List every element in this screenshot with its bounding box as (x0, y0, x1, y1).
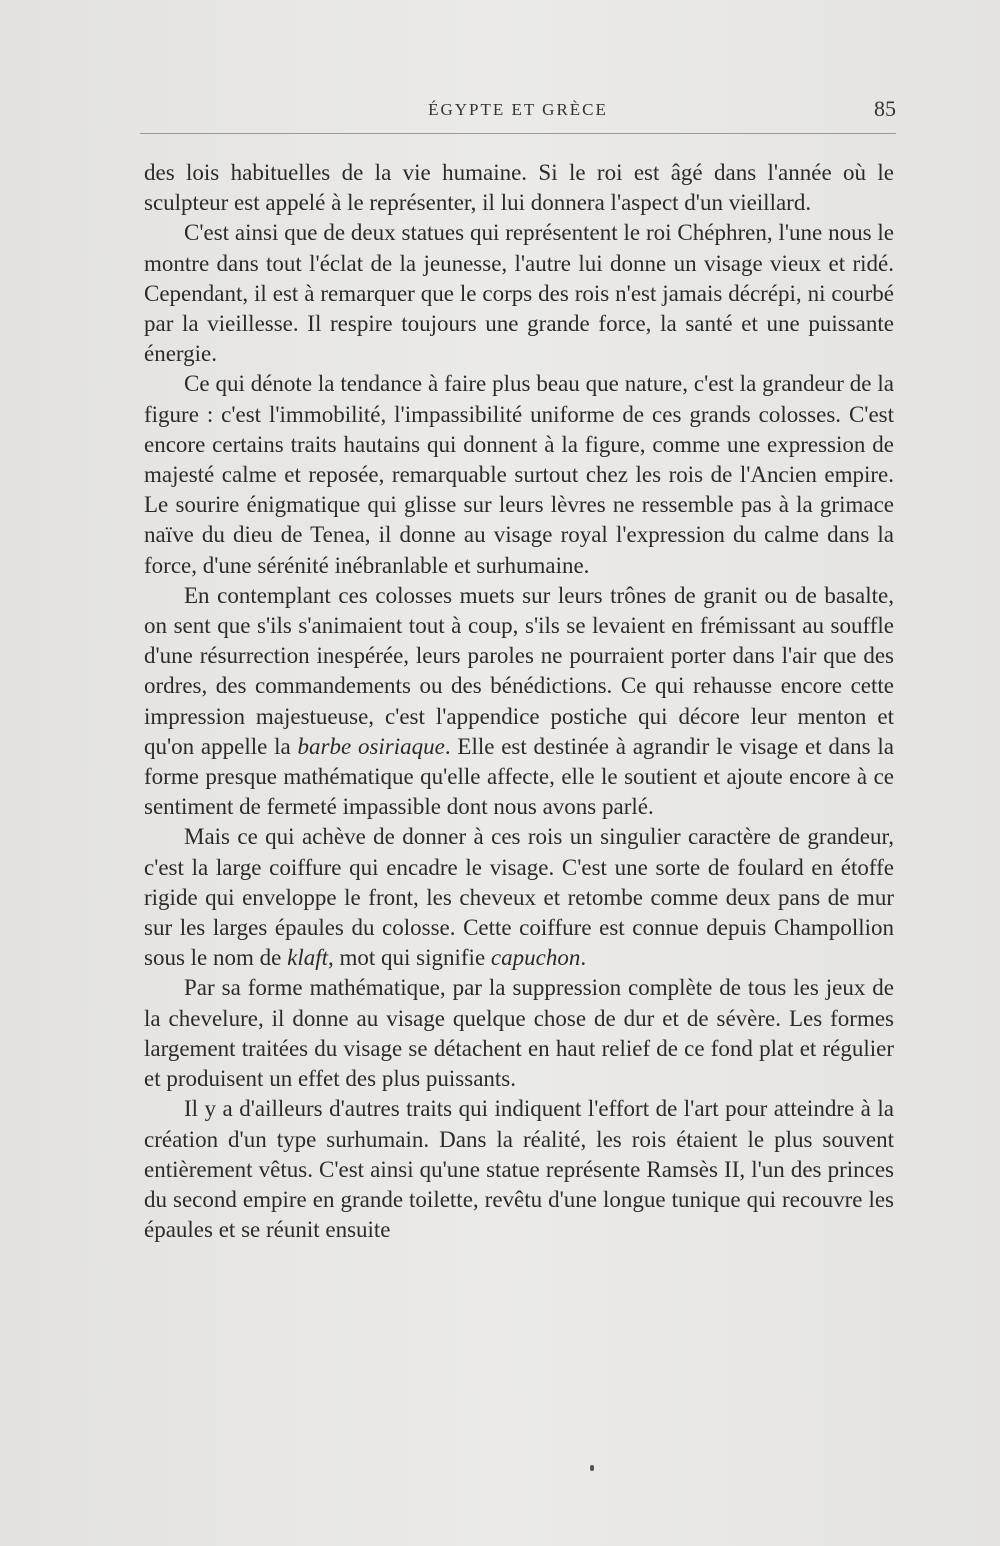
paragraph (144, 158, 894, 218)
italic-term: barbe osiriaque (297, 733, 445, 759)
text-run: En contemplant ces colosses muets sur leurs trônes de granit ou de basalte, on sent que s'ils s'animaient tout à coup, s'ils se levaient en frémissant au souffle d'une résurrection inespérée, leurs paroles ne pourraient porter dans l'air que des ordres, des commandements ou des bénédictions. Ce qui rehausse encore cette impression majestueuse, c'est l'appendice postiche qui décore leur menton et qu'on appelle la (144, 582, 894, 759)
text-run: . Elle est destinée à agrandir le visage et dans la forme presque mathématique qu'elle affecte, elle le soutient et ajoute encore à ce sentiment de fermeté impassible dont nous avons parlé. (144, 733, 894, 820)
paragraph (144, 822, 894, 973)
text-run: des lois habituelles de la vie humaine. Si le roi est âgé dans l'année où le sculpteur est appelé à le représenter, il lui donnera l'aspect d'un vieillard. (144, 160, 894, 216)
text-run: Il y a d'ailleurs d'autres traits qui indiquent l'effort de l'art pour atteindre à la création d'un type surhumain. Dans la réalité, les rois étaient le plus souvent entièrement vêtus. C'est ainsi qu'une statue représente Ramsès II, l'un des princes du second empire en grande toilette, revêtu d'une longue tunique qui recouvre les épaules et se réunit ensuite (144, 1096, 894, 1243)
text-run: Par sa forme mathématique, par la suppression complète de tous les jeux de la chevelure, il donne au visage quelque chose de dur et de sévère. Les formes largement traitées du visage se détachent en haut relief de ce fond plat et régulier et produisent un effet des plus puissants. (144, 975, 894, 1092)
paragraph (144, 1094, 894, 1245)
ink-speck (590, 1465, 594, 1471)
paragraph (144, 973, 894, 1094)
italic-term: klaft (287, 945, 328, 971)
text-run: Ce qui dénote la tendance à faire plus beau que nature, c'est la grandeur de la figure : c'est l'immobilité, l'impassibilité uniforme de ces grands colosses. C'est encore certains traits hautains qui donnent à la figure, comme une expression de majesté calme et reposée, remarquable surtout chez les rois de l'Ancien empire. Le sourire énigmatique qui glisse sur leurs lèvres ne ressemble pas à la grimace naïve du dieu de Tenea, il donne au visage royal l'expression du calme dans la force, d'une sérénité inébranlable et surhumaine. (144, 371, 894, 578)
body-text (144, 158, 894, 1245)
text-run: C'est ainsi que de deux statues qui représentent le roi Chéphren, l'une nous le montre dans tout l'éclat de la jeunesse, l'autre lui donne un visage vieux et ridé. Cependant, il est à remarquer que le corps des rois n'est jamais décrépi, ni courbé par la vieillesse. Il respire toujours une grande force, la santé et une puissante énergie. (144, 220, 894, 367)
page-number: 85 (874, 96, 896, 121)
text-run: Mais ce qui achève de donner à ces rois un singulier caractère de grandeur, c'est la large coiffure qui encadre le visage. C'est une sorte de foulard en étoffe rigide qui enveloppe le front, les cheveux et retombe comme deux pans de mur sur les larges épaules du colosse. Cette coiffure est connue depuis Champollion sous le nom de (144, 824, 894, 971)
text-run: , mot qui signifie (328, 945, 491, 971)
paragraph (144, 369, 894, 580)
text-run: . (580, 945, 587, 971)
page-header (140, 96, 896, 132)
running-title: ÉGYPTE ET GRÈCE (428, 100, 608, 119)
italic-term: capuchon (490, 945, 581, 971)
paragraph (144, 581, 894, 823)
header-rule (140, 133, 896, 134)
paragraph (144, 218, 894, 369)
